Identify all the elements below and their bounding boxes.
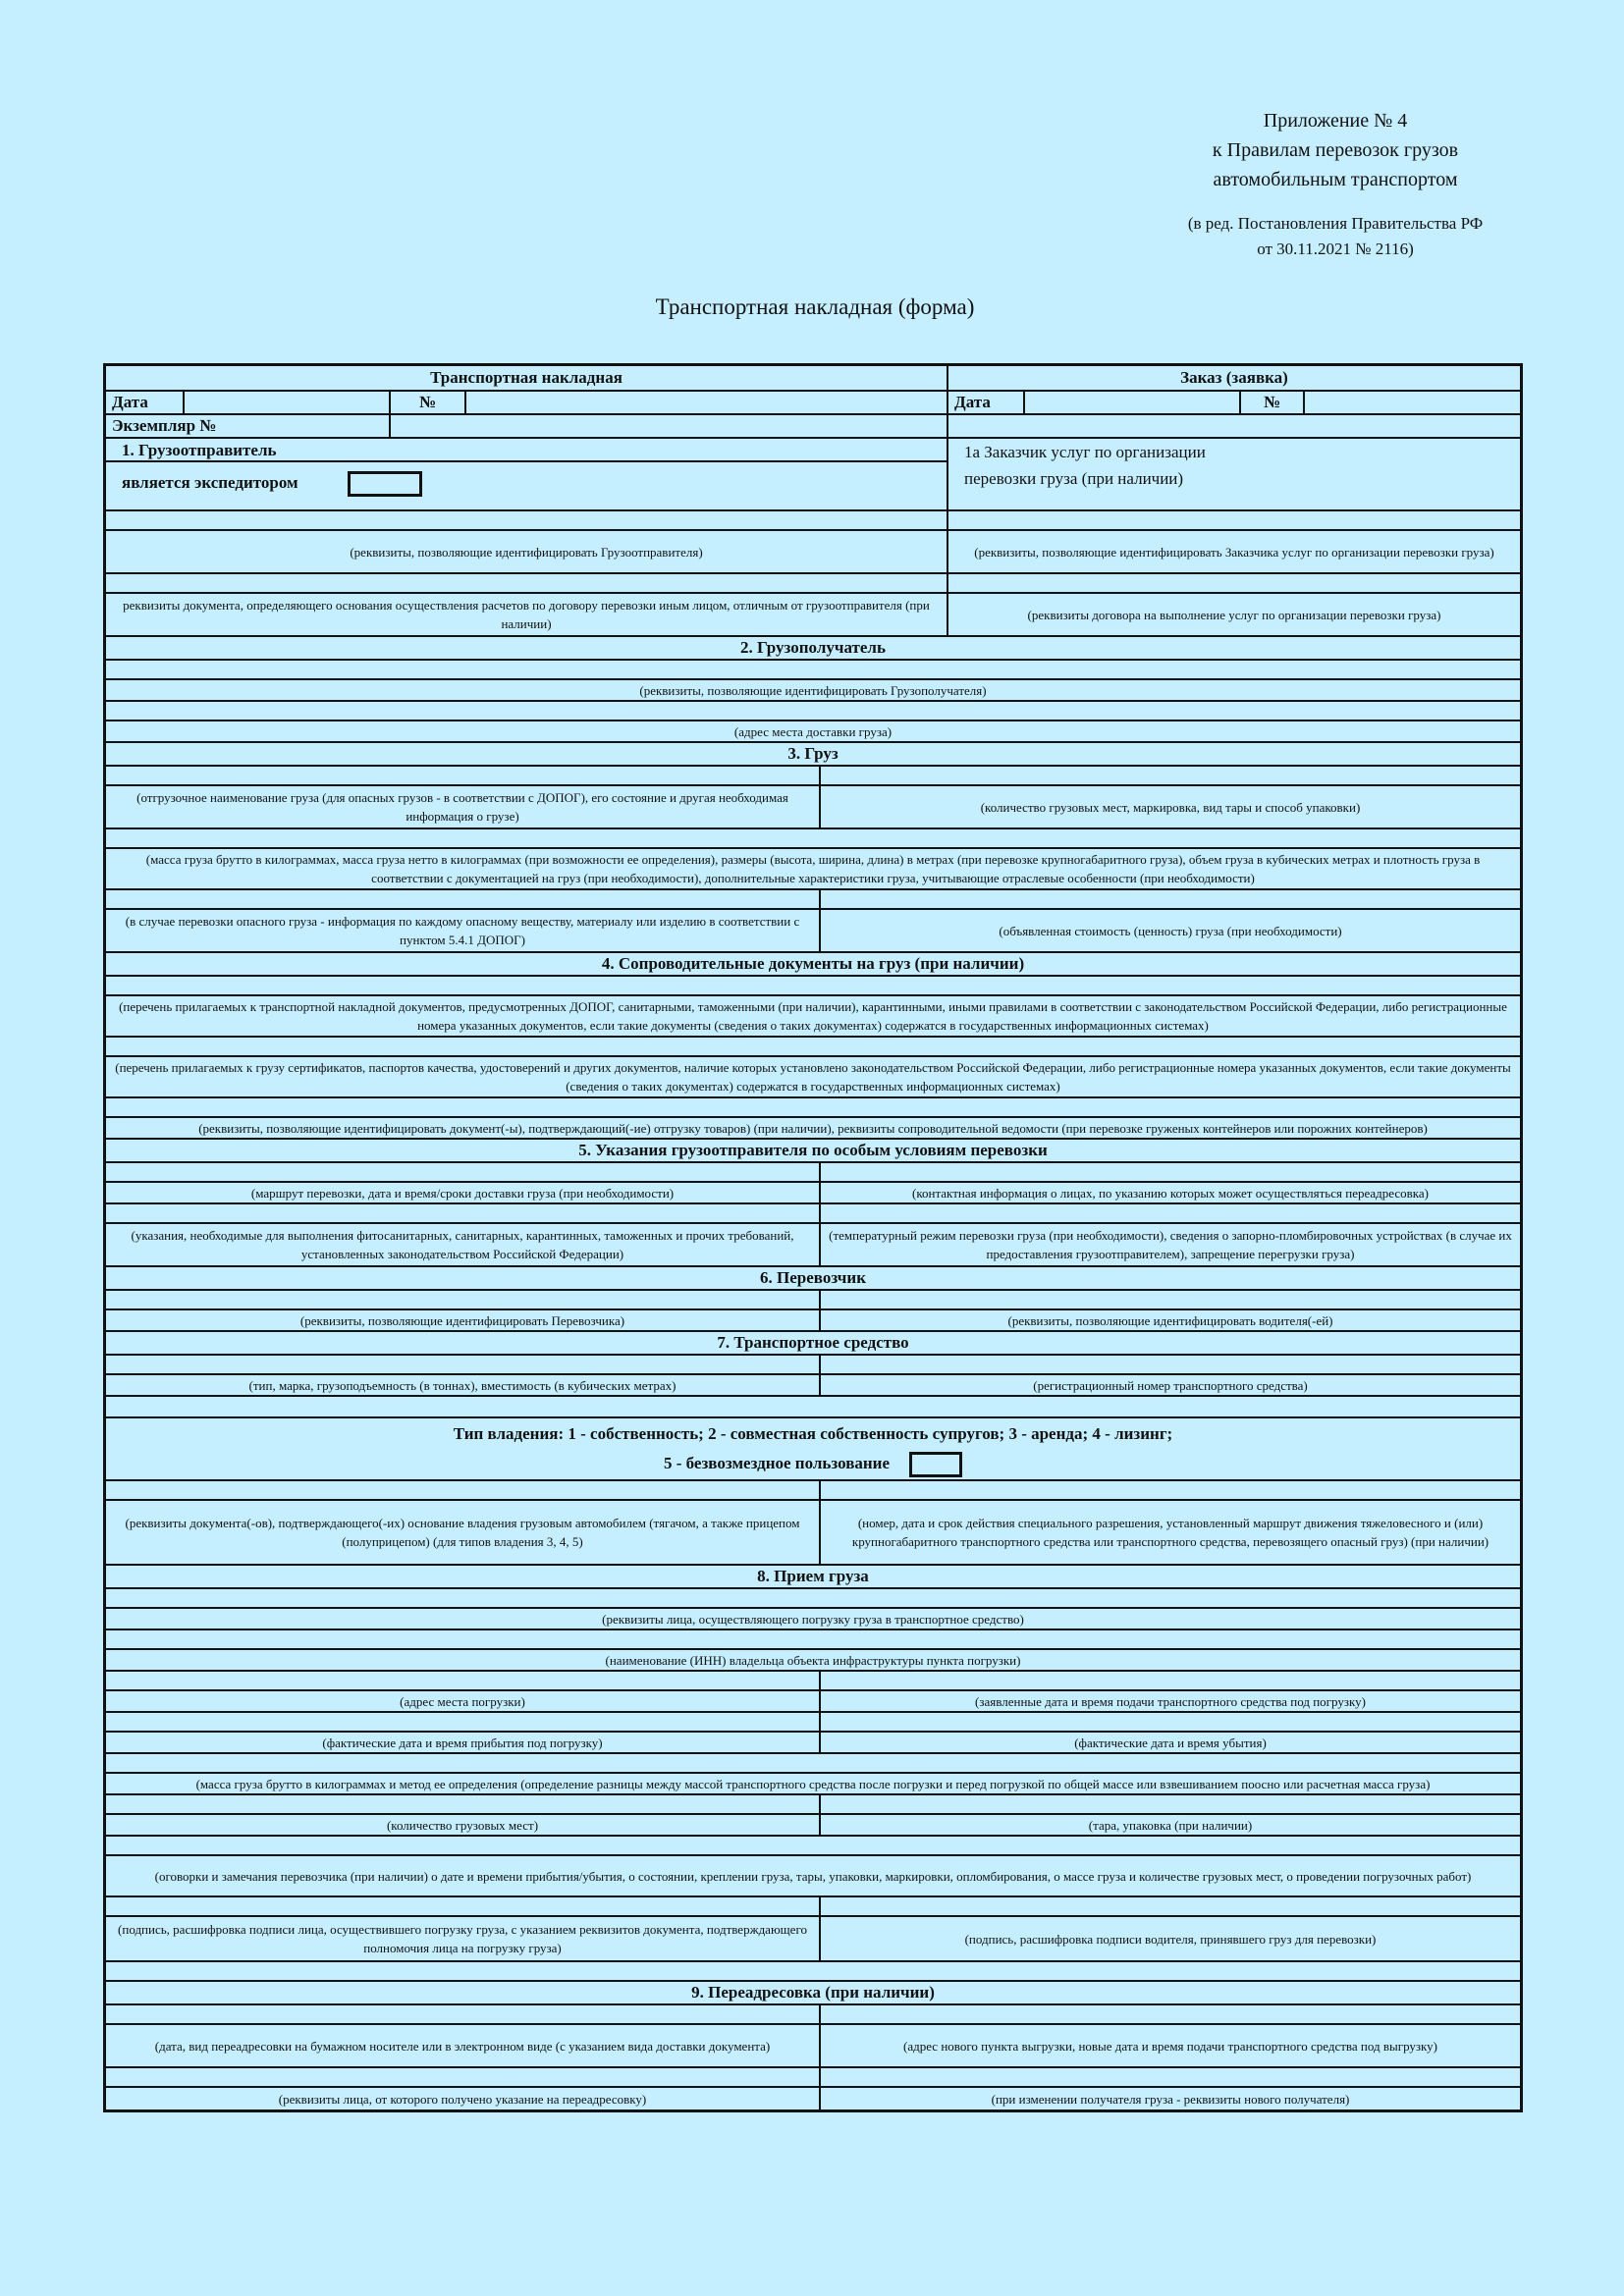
section-9-title: 9. Переадресовка (при наличии)	[691, 1983, 935, 2002]
form-head-row	[106, 366, 1520, 392]
tare-input[interactable]	[821, 1795, 1520, 1813]
cargo-qty-input[interactable]	[821, 767, 1520, 784]
shipper-title: 1. Грузоотправитель	[106, 439, 947, 462]
ownership-type-5: 5 - безвозмездное пользование	[663, 1454, 891, 1472]
route-input[interactable]	[106, 1163, 821, 1181]
driver-input[interactable]	[821, 1291, 1520, 1308]
copy-right-blank	[948, 415, 1520, 437]
loader-caption-row	[106, 1609, 1520, 1630]
vehicle-type-caption: (тип, марка, грузоподъемность (в тоннах), вместимость (в кубических метрах)	[106, 1375, 821, 1395]
carrier-caption: (реквизиты, позволяющие идентифицировать Перевозчика)	[106, 1310, 821, 1330]
places-caption: (количество грузовых мест)	[106, 1815, 821, 1835]
arrival-input-row	[106, 1713, 1520, 1733]
ownership-caption-row	[106, 1501, 1520, 1566]
loading-address-caption: (адрес места погрузки)	[106, 1691, 821, 1711]
loaded-mass-caption-row	[106, 1774, 1520, 1795]
section-5-title: 5. Указания грузоотправителя по особым условиям перевозки	[578, 1141, 1048, 1159]
infra-owner-input[interactable]	[106, 1630, 1520, 1648]
order-number-label: №	[1241, 392, 1305, 413]
cargo-name-input[interactable]	[106, 767, 821, 784]
tare-caption: (тара, упаковка (при наличии)	[1088, 1817, 1253, 1833]
section-6-title: 6. Перевозчик	[759, 1268, 866, 1287]
docs-input-row-3	[106, 1098, 1520, 1118]
docs-caption-row-3	[106, 1118, 1520, 1140]
delivery-address-caption: (адрес места доставки груза)	[733, 723, 893, 739]
arrival-caption-row	[106, 1733, 1520, 1754]
contact-caption: (контактная информация о лицах, по указанию которых может осуществляться переадресовка)	[912, 1185, 1429, 1201]
cargo-mass-caption-row	[106, 849, 1520, 890]
amendment-line-2: от 30.11.2021 № 2116)	[1257, 240, 1414, 258]
places-input-row	[106, 1795, 1520, 1815]
section-8-head	[106, 1566, 1520, 1589]
section-6-head	[106, 1267, 1520, 1291]
cargo-name-caption: (отгрузочное наименование груза (для опасных грузов - в соответствии с ДОПОГ), его состояние и другая необходимая информация о грузе)	[106, 786, 821, 828]
readdress-kind-caption: (дата, вид переадресовки на бумажном носителе или в электронном виде (с указанием вида доставки документа)	[106, 2025, 821, 2066]
waybill-form	[103, 363, 1523, 2112]
new-address-input[interactable]	[821, 2005, 1520, 2023]
instructions-input[interactable]	[106, 1204, 821, 1222]
expeditor-label: является экспедитором	[122, 473, 298, 492]
remarks-caption-row	[106, 1856, 1520, 1897]
amendment-note	[1129, 211, 1542, 262]
new-recipient-caption: (при изменении получателя груза - реквизиты нового получателя)	[991, 2091, 1350, 2107]
temperature-caption: (температурный режим перевозки груза (при необходимости), сведения о запорно-пломбировочных устройствах (в случае их предоставления грузоотправителем), запрещение перегрузки груза)	[829, 1228, 1512, 1261]
document-title: Транспортная накладная (форма)	[655, 294, 975, 319]
section-1-head	[106, 439, 1520, 511]
cargo-input-row-2	[106, 890, 1520, 910]
signature-input-row	[106, 1897, 1520, 1917]
new-address-caption: (адрес нового пункта выгрузки, новые дата и время подачи транспортного средства под выгрузку)	[903, 2038, 1437, 2054]
special-permit-caption: (номер, дата и срок действия специального разрешения, установленный маршрут движения тяжеловесного и (или) крупногабаритного транспортного средства или транспортного средства, перевозящего опасный груз) (при наличии)	[851, 1516, 1489, 1549]
infra-owner-input-row	[106, 1630, 1520, 1650]
cargo-caption-row-1	[106, 786, 1520, 829]
settlement-doc-input[interactable]	[106, 574, 948, 592]
service-contract-input[interactable]	[948, 574, 1520, 592]
order-date-label: Дата	[948, 392, 1025, 413]
docs-caption-row-2	[106, 1057, 1520, 1098]
driver-signature-caption: (подпись, расшифровка подписи водителя, принявшего груз для перевозки)	[964, 1931, 1377, 1947]
declared-time-input[interactable]	[821, 1672, 1520, 1689]
waybill-number-label: №	[391, 392, 466, 413]
departure-time-caption: (фактические дата и время убытия)	[1074, 1735, 1267, 1750]
ownership-row	[106, 1418, 1520, 1481]
settlement-input-row	[106, 574, 1520, 594]
loader-input[interactable]	[106, 1589, 1520, 1607]
ownership-doc-caption: (реквизиты документа(-ов), подтверждающего(-их) основание владения грузовым автомобилем (тягачом, а также прицепом (полуприцепом) (для типов владения 3, 4, 5)	[106, 1501, 821, 1564]
consignee-caption-row	[106, 680, 1520, 702]
waybill-date-field[interactable]	[185, 392, 391, 413]
vehicle-reg-input[interactable]	[821, 1356, 1520, 1373]
loading-addr-caption-row	[106, 1691, 1520, 1713]
readdress-input-row-1	[106, 2005, 1520, 2025]
loader-signature-input[interactable]	[106, 1897, 821, 1915]
cargo-mass-input-row	[106, 829, 1520, 849]
cargo-caption-row-2	[106, 910, 1520, 953]
loader-input-row	[106, 1589, 1520, 1609]
customer-block	[948, 439, 1520, 509]
contact-input[interactable]	[821, 1163, 1520, 1181]
copy-field[interactable]	[391, 415, 948, 437]
docs-caption-row-1	[106, 996, 1520, 1038]
settlement-caption-row	[106, 594, 1520, 637]
section-2-title: 2. Грузополучатель	[740, 638, 886, 657]
section-8-blank-row	[106, 1962, 1520, 1982]
appendix-line-1: Приложение № 4	[1263, 110, 1408, 132]
loaded-mass-input[interactable]	[106, 1754, 1520, 1772]
vehicle-reg-caption: (регистрационный номер транспортного средства)	[1033, 1377, 1308, 1393]
copy-row	[106, 415, 1520, 439]
cargo-mass-caption: (масса груза брутто в килограммах, масса груза нетто в килограммах (при возможности ее определения), размеры (высота, ширина, длина) в метрах (при перевозке крупногабаритного груза), объем груза в кубических метрах и плотность груза в соответствии с документацией на груз (при необходимости), дополнительные характеристики груза, учитывающие отраслевые особенности (при необходимости)	[145, 852, 1481, 885]
instructions-caption: (указания, необходимые для выполнения фитосанитарных, санитарных, карантинных, таможенных и прочих требований, установленных законодательством Российской Федерации)	[106, 1224, 821, 1265]
customer-input[interactable]	[948, 511, 1520, 529]
signature-caption-row	[106, 1917, 1520, 1962]
arrival-time-input[interactable]	[106, 1713, 821, 1731]
appendix-line-3: автомобильным транспортом	[1213, 169, 1458, 190]
conditions-caption-row-1	[106, 1183, 1520, 1204]
infra-owner-caption-row	[106, 1650, 1520, 1672]
ownership-block	[106, 1418, 1520, 1479]
docs-list-caption-2: (перечень прилагаемых к грузу сертификатов, паспортов качества, удостоверений и других документов, наличие которых установлено законодательством Российской Федерации, либо регистрационные номера указанных документов, если такие документы (сведения о таких документах) содержатся в государственных информационных системах)	[115, 1060, 1511, 1094]
vehicle-input-row	[106, 1356, 1520, 1375]
cargo-input-row-1	[106, 767, 1520, 786]
expeditor-checkbox[interactable]	[348, 471, 422, 497]
section-8-blank[interactable]	[106, 1962, 1520, 1980]
docs-input-row-2	[106, 1038, 1520, 1057]
dangerous-goods-caption: (в случае перевозки опасного груза - информация по каждому опасному веществу, материалу или изделию в соответствии с пунктом 5.4.1 ДОПОГ)	[106, 910, 821, 951]
expeditor-line	[106, 468, 422, 499]
docs-list-caption-1: (перечень прилагаемых к транспортной накладной документов, предусмотренных ДОПОГ, санитарными, таможенными (при наличии), карантинными, иными правилами в соответствии с законодательством Российской Федерации, либо регистрационные номера указанных документов, если такие документы (сведения о таких документах) содержатся в государственных информационных системах)	[119, 999, 1507, 1033]
date-row	[106, 392, 1520, 415]
readdress-caption-row-1	[106, 2025, 1520, 2068]
consignee-input[interactable]	[106, 661, 1520, 678]
driver-signature-input[interactable]	[821, 1897, 1520, 1915]
shipper-input-row	[106, 511, 1520, 531]
section-7-title: 7. Транспортное средство	[717, 1333, 909, 1352]
loaded-mass-input-row	[106, 1754, 1520, 1774]
places-caption-row	[106, 1815, 1520, 1837]
shipper-block	[106, 439, 948, 509]
shipment-docs-caption: (реквизиты, позволяющие идентифицировать документ(-ы), подтверждающий(-ие) отгрузку товаров) (при наличии), реквизиты сопроводительной ведомости (при перевозке груженых контейнеров или порожних контейнеров)	[198, 1120, 1428, 1136]
cargo-qty-caption: (количество грузовых мест, маркировка, вид тары и способ упаковки)	[980, 799, 1361, 815]
readdress-input-row-2	[106, 2068, 1520, 2088]
shipment-docs-input[interactable]	[106, 1098, 1520, 1116]
dangerous-goods-input[interactable]	[106, 890, 821, 908]
appendix-header	[1139, 106, 1532, 194]
cargo-mass-input[interactable]	[106, 829, 1520, 847]
section-7-head	[106, 1332, 1520, 1356]
customer-requisites-caption: (реквизиты, позволяющие идентифицировать Заказчика услуг по организации перевозки груза)	[974, 544, 1494, 560]
conditions-input-row-2	[106, 1204, 1520, 1224]
loading-address-input[interactable]	[106, 1672, 821, 1689]
ownership-type-box[interactable]	[909, 1452, 962, 1477]
vehicle-blank-row	[106, 1397, 1520, 1418]
section-4-head	[106, 953, 1520, 977]
section-4-title: 4. Сопроводительные документы на груз (при наличии)	[601, 954, 1025, 973]
order-number-field[interactable]	[1305, 392, 1520, 413]
docs-list-input-2[interactable]	[106, 1038, 1520, 1055]
delivery-input-row	[106, 702, 1520, 721]
readdress-source-caption: (реквизиты лица, от которого получено указание на переадресовку)	[106, 2088, 821, 2109]
order-date-field[interactable]	[1025, 392, 1241, 413]
waybill-number-field[interactable]	[466, 392, 948, 413]
section-9-head	[106, 1982, 1520, 2005]
service-contract-caption: (реквизиты договора на выполнение услуг по организации перевозки груза)	[1027, 607, 1441, 622]
ownership-type-5-line	[664, 1449, 962, 1478]
ownership-types: Тип владения: 1 - собственность; 2 - совместная собственность супругов; 3 - аренда; 4 - лизинг;	[453, 1424, 1173, 1443]
carrier-caption-row	[106, 1310, 1520, 1332]
docs-input-row-1	[106, 977, 1520, 996]
vehicle-caption-row	[106, 1375, 1520, 1397]
driver-caption: (реквизиты, позволяющие идентифицировать водителя(-ей)	[1007, 1312, 1333, 1328]
temperature-input[interactable]	[821, 1204, 1520, 1222]
shipper-input[interactable]	[106, 511, 948, 529]
section-3-head	[106, 743, 1520, 767]
readdress-kind-input[interactable]	[106, 2005, 821, 2023]
shipper-caption-row	[106, 531, 1520, 574]
vehicle-blank-input[interactable]	[106, 1397, 1520, 1416]
loaded-mass-caption: (масса груза брутто в килограммах и метод ее определения (определение разницы между массой транспортного средства после погрузки и перед погрузкой по общей массе или взвешиванием поосно или расчетная масса груза)	[195, 1776, 1431, 1791]
vehicle-type-input[interactable]	[106, 1356, 821, 1373]
readdress-caption-row-2	[106, 2088, 1520, 2109]
departure-time-input[interactable]	[821, 1713, 1520, 1731]
docs-list-input-1[interactable]	[106, 977, 1520, 994]
appendix-line-2: к Правилам перевозок грузов	[1212, 139, 1459, 161]
customer-title-line-1: 1а Заказчик услуг по организации	[964, 443, 1206, 461]
places-input[interactable]	[106, 1795, 821, 1813]
section-3-title: 3. Груз	[787, 744, 839, 763]
ownership-input-row	[106, 1481, 1520, 1501]
declared-value-input[interactable]	[821, 890, 1520, 908]
readdress-source-input[interactable]	[106, 2068, 821, 2086]
order-heading: Заказ (заявка)	[1180, 368, 1288, 387]
delivery-caption-row	[106, 721, 1520, 743]
remarks-input[interactable]	[106, 1837, 1520, 1854]
arrival-time-caption: (фактические дата и время прибытия под погрузку)	[106, 1733, 821, 1752]
waybill-heading: Транспортная накладная	[106, 366, 948, 390]
conditions-caption-row-2	[106, 1224, 1520, 1267]
ownership-doc-input[interactable]	[106, 1481, 821, 1499]
consignee-input-row	[106, 661, 1520, 680]
section-5-head	[106, 1140, 1520, 1163]
loader-signature-caption: (подпись, расшифровка подписи лица, осуществившего погрузку груза, с указанием реквизитов документа, подтверждающего полномочия лица на погрузку груза)	[106, 1917, 821, 1960]
special-permit-input[interactable]	[821, 1481, 1520, 1499]
remarks-input-row	[106, 1837, 1520, 1856]
consignee-caption: (реквизиты, позволяющие идентифицировать Грузополучателя)	[639, 682, 987, 698]
loading-addr-input-row	[106, 1672, 1520, 1691]
shipper-requisites-caption: (реквизиты, позволяющие идентифицировать Грузоотправителя)	[106, 531, 948, 572]
copy-label: Экземпляр №	[106, 415, 391, 437]
declared-time-caption: (заявленные дата и время подачи транспортного средства под погрузку)	[975, 1693, 1366, 1709]
carrier-input-row	[106, 1291, 1520, 1310]
customer-title-line-2: перевозки груза (при наличии)	[964, 469, 1184, 488]
delivery-address-input[interactable]	[106, 702, 1520, 720]
conditions-input-row-1	[106, 1163, 1520, 1183]
section-8-title: 8. Прием груза	[757, 1567, 869, 1585]
remarks-caption: (оговорки и замечания перевозчика (при наличии) о дате и времени прибытия/убытия, о состоянии, креплении груза, тары, упаковки, маркировки, опломбирования, о массе груза и количестве грузовых мест, о проведении погрузочных работ)	[154, 1868, 1472, 1884]
infra-owner-caption: (наименование (ИНН) владельца объекта инфраструктуры пункта погрузки)	[605, 1652, 1021, 1668]
section-2-head	[106, 637, 1520, 661]
amendment-line-1: (в ред. Постановления Правительства РФ	[1187, 214, 1484, 233]
route-caption: (маршрут перевозки, дата и время/сроки доставки груза (при необходимости)	[106, 1183, 821, 1202]
carrier-input[interactable]	[106, 1291, 821, 1308]
waybill-date-label: Дата	[106, 392, 185, 413]
settlement-doc-caption: реквизиты документа, определяющего основания осуществления расчетов по договору перевозки иным лицом, отличным от грузоотправителя (при наличии)	[106, 594, 948, 635]
new-recipient-input[interactable]	[821, 2068, 1520, 2086]
loader-caption: (реквизиты лица, осуществляющего погрузку груза в транспортное средство)	[602, 1611, 1024, 1627]
declared-value-caption: (объявленная стоимость (ценность) груза (при необходимости)	[999, 923, 1342, 938]
